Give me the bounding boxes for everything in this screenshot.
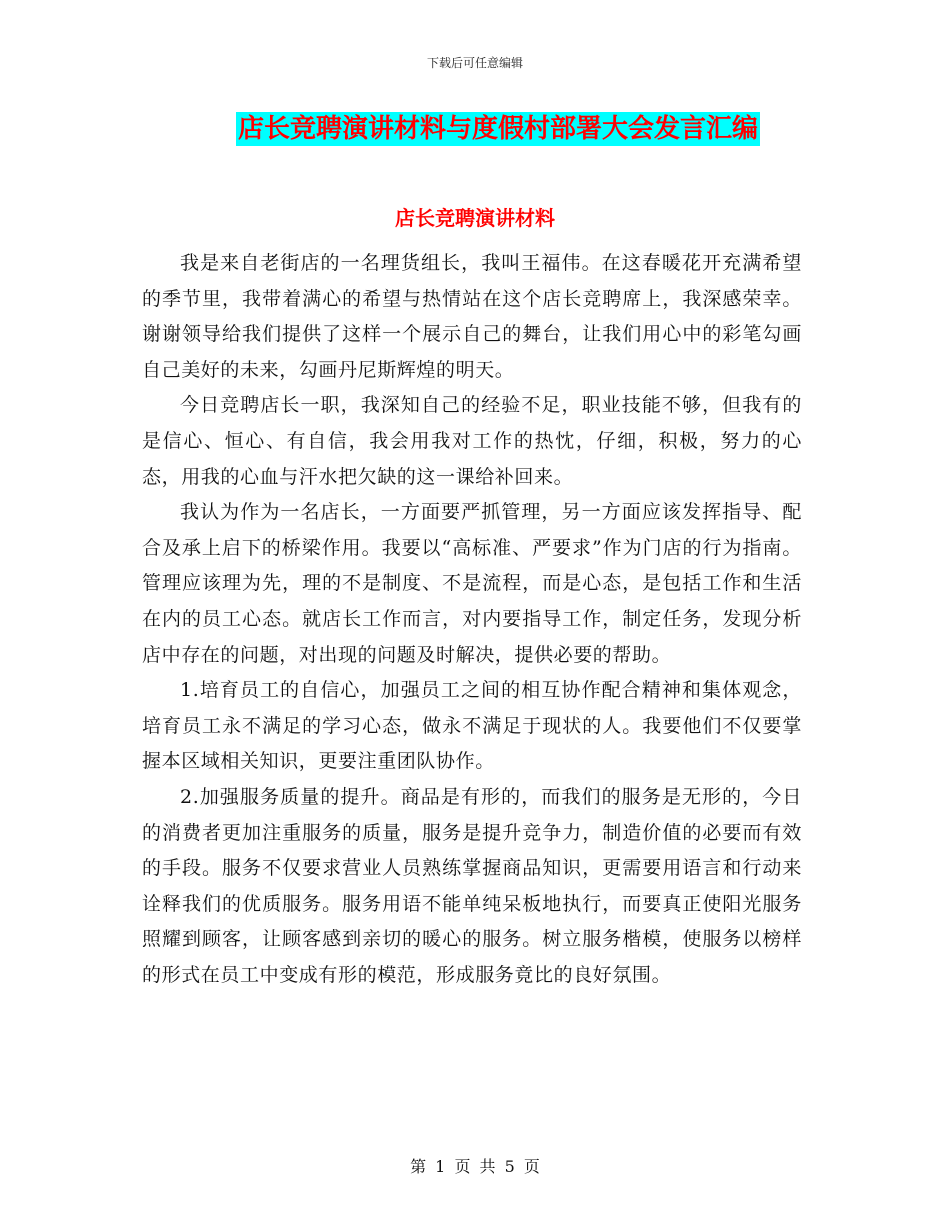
paragraph-2: 今日竞聘店长一职，我深知自己的经验不足，职业技能不够，但我有的是信心、恒心、有自信，我会用我对工作的热忱，仔细，积极，努力的心态，用我的心血与汗水把欠缺的这一课给补回来。	[142, 394, 802, 488]
main-title-wrap	[0, 112, 950, 146]
paragraph-5: 2.加强服务质量的提升。商品是有形的，而我们的服务是无形的，今日的消费者更加注重服务的质量，服务是提升竞争力，制造价值的必要而有效的手段。服务不仅要求营业人员熟练掌握商品知识，更需要用语言和行动来诠释我们的优质服务。服务用语不能单纯呆板地执行，而要真正使阳光服务照耀到顾客，让顾客感到亲切的暖心的服务。树立服务楷模，使服务以榜样的形式在员工中变成有形的模范，形成服务竟比的良好氛围。	[142, 785, 802, 986]
paragraph-4: 1.培育员工的自信心，加强员工之间的相互协作配合精神和集体观念，培育员工永不满足的学习心态，做永不满足于现状的人。我要他们不仅要掌握本区域相关知识，更要注重团队协作。	[142, 679, 802, 773]
paragraph-1: 我是来自老街店的一名理货组长，我叫王福伟。在这春暖花开充满希望的季节里，我带着满心的希望与热情站在这个店长竞聘席上，我深感荣幸。谢谢领导给我们提供了这样一个展示自己的舞台，让我们用心中的彩笔勾画自己美好的未来，勾画丹尼斯辉煌的明天。	[142, 252, 802, 381]
header-note: 下载后可任意编辑	[426, 56, 523, 70]
section-title: 店长竞聘演讲材料	[395, 206, 555, 230]
body-content	[142, 246, 802, 993]
paragraph-3: 我认为作为一名店长，一方面要严抓管理，另一方面应该发挥指导、配合及承上启下的桥梁作用。我要以“高标准、严要求”作为门店的行为指南。管理应该理为先，理的不是制度、不是流程，而是心态，是包括工作和生活在内的员工心态。就店长工作而言，对内要指导工作，制定任务，发现分析店中存在的问题，对出现的问题及时解决，提供必要的帮助。	[142, 501, 802, 666]
page-footer: 第 1 页 共 5 页	[410, 1157, 540, 1176]
main-title: 店长竞聘演讲材料与度假村部署大会发言汇编	[237, 114, 758, 144]
